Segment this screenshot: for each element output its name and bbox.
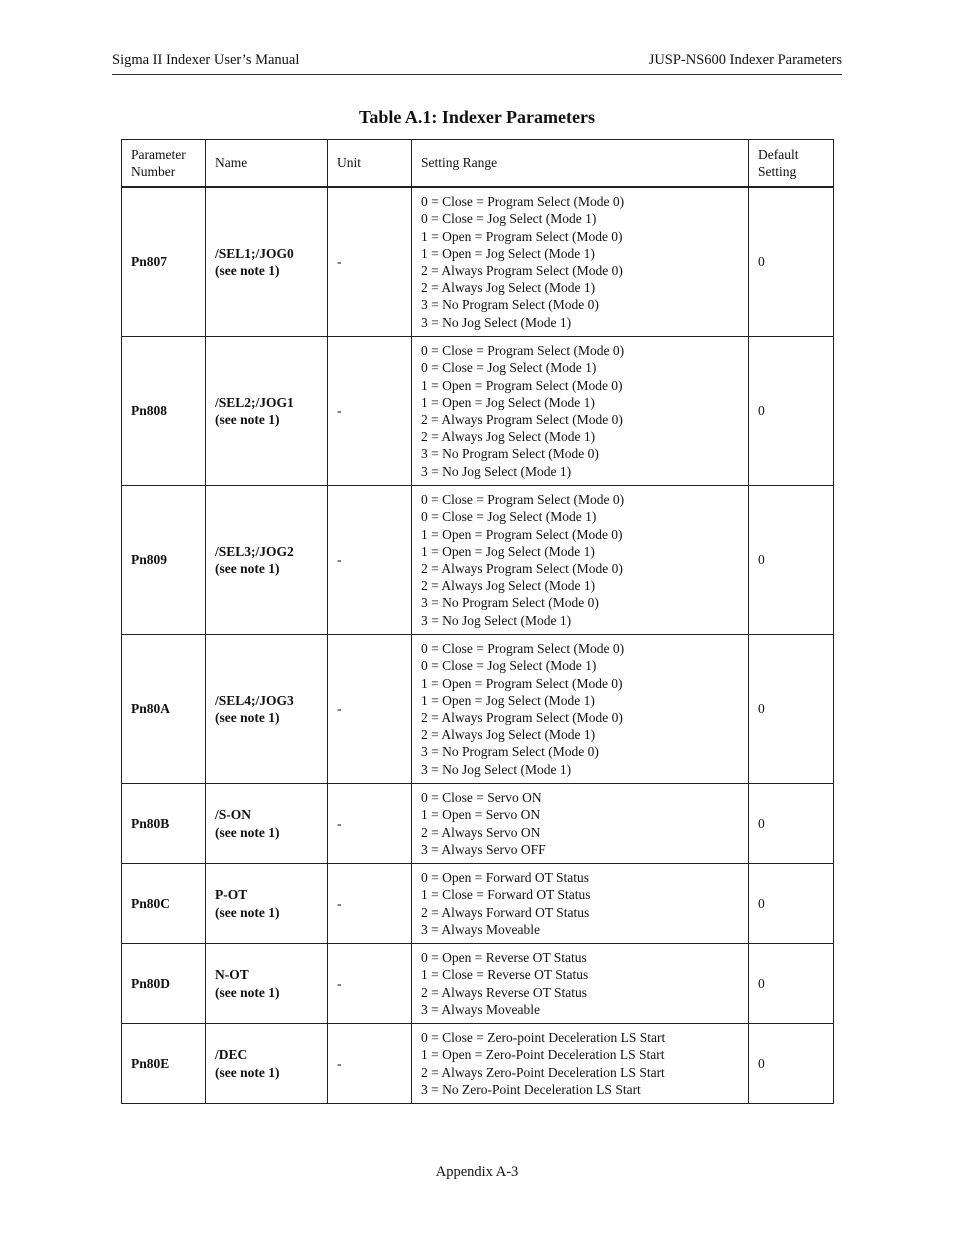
setting-range-line: 1 = Open = Jog Select (Mode 1) [421, 394, 595, 410]
parameter-name: /SEL4;/JOG3 [215, 692, 294, 708]
setting-range-line: 2 = Always Servo ON [421, 824, 541, 840]
setting-range-line: 0 = Open = Reverse OT Status [421, 950, 587, 966]
column-header-unit: Unit [328, 140, 412, 188]
unit-cell: - [328, 944, 412, 1024]
setting-range-line: 2 = Always Reverse OT Status [421, 984, 587, 1000]
parameter-number-cell: Pn80A [122, 635, 206, 784]
setting-range-cell [412, 784, 749, 864]
setting-range-line: 3 = Always Servo OFF [421, 841, 546, 857]
default-setting-cell: 0 [749, 187, 834, 337]
default-setting-cell: 0 [749, 784, 834, 864]
table-row [122, 1024, 834, 1104]
header-manual-title: Sigma II Indexer User’s Manual [112, 52, 300, 68]
setting-range-line: 3 = No Jog Select (Mode 1) [421, 761, 572, 777]
setting-range-line: 1 = Open = Servo ON [421, 807, 541, 823]
unit-cell: - [328, 486, 412, 635]
setting-range-line: 3 = No Jog Select (Mode 1) [421, 314, 572, 330]
column-header-setting-range: Setting Range [412, 140, 749, 188]
parameter-note: (see note 1) [215, 1064, 280, 1080]
indexer-parameters-table [121, 139, 834, 1104]
setting-range-line: 0 = Close = Program Select (Mode 0) [421, 641, 625, 657]
setting-range-line: 3 = No Zero-Point Deceleration LS Start [421, 1081, 641, 1097]
parameter-name: P-OT [215, 887, 248, 903]
setting-range-line: 3 = No Jog Select (Mode 1) [421, 612, 572, 628]
setting-range-line: 0 = Close = Program Select (Mode 0) [421, 194, 625, 210]
table-row [122, 944, 834, 1024]
parameter-number-cell: Pn808 [122, 337, 206, 486]
default-setting-cell: 0 [749, 337, 834, 486]
table-row [122, 187, 834, 337]
setting-range-line: 3 = Always Moveable [421, 921, 540, 937]
setting-range-line: 0 = Close = Program Select (Mode 0) [421, 343, 625, 359]
parameter-number-cell: Pn80E [122, 1024, 206, 1104]
setting-range-line: 1 = Open = Jog Select (Mode 1) [421, 245, 595, 261]
table-row [122, 486, 834, 635]
parameter-name: N-OT [215, 967, 249, 983]
parameter-note: (see note 1) [215, 412, 280, 427]
setting-range-line: 0 = Open = Forward OT Status [421, 870, 589, 886]
setting-range-line: 2 = Always Program Select (Mode 0) [421, 710, 623, 725]
setting-range-line: 1 = Open = Jog Select (Mode 1) [421, 543, 595, 559]
column-header-default-setting [749, 140, 834, 188]
column-header-default-line1: Default [758, 146, 799, 162]
parameter-name-cell [206, 635, 328, 784]
parameter-note: (see note 1) [215, 904, 280, 920]
default-setting-cell: 0 [749, 944, 834, 1024]
parameter-name-cell [206, 864, 328, 944]
parameter-note: (see note 1) [215, 263, 280, 278]
setting-range-cell [412, 187, 749, 337]
setting-range-line: 0 = Close = Jog Select (Mode 1) [421, 211, 597, 227]
setting-range-line: 3 = No Jog Select (Mode 1) [421, 463, 572, 479]
setting-range-line: 2 = Always Jog Select (Mode 1) [421, 280, 596, 296]
setting-range-line: 3 = Always Moveable [421, 1001, 540, 1017]
setting-range-cell [412, 337, 749, 486]
default-setting-cell: 0 [749, 486, 834, 635]
setting-range-line: 0 = Close = Jog Select (Mode 1) [421, 658, 597, 674]
parameter-name: /SEL1;/JOG0 [215, 245, 294, 261]
default-setting-cell: 0 [749, 635, 834, 784]
setting-range-line: 1 = Open = Program Select (Mode 0) [421, 675, 623, 691]
table-row [122, 635, 834, 784]
setting-range-line: 3 = No Program Select (Mode 0) [421, 446, 599, 462]
setting-range-line: 0 = Close = Zero-point Deceleration LS Start [421, 1030, 666, 1046]
parameter-number-cell: Pn80C [122, 864, 206, 944]
parameter-name: /S-ON [215, 807, 252, 823]
setting-range-line: 3 = No Program Select (Mode 0) [421, 744, 599, 760]
unit-cell: - [328, 187, 412, 337]
column-header-parameter-number [122, 140, 206, 188]
table-row [122, 784, 834, 864]
running-header [112, 52, 842, 75]
parameter-note: (see note 1) [215, 984, 280, 1000]
table-header-row [122, 140, 834, 188]
parameter-note: (see note 1) [215, 824, 280, 840]
setting-range-cell [412, 1024, 749, 1104]
setting-range-line: 3 = No Program Select (Mode 0) [421, 595, 599, 611]
parameter-name-cell [206, 1024, 328, 1104]
setting-range-line: 2 = Always Zero-Point Deceleration LS Start [421, 1064, 665, 1080]
unit-cell: - [328, 1024, 412, 1104]
parameter-name-cell [206, 337, 328, 486]
setting-range-line: 2 = Always Jog Select (Mode 1) [421, 578, 596, 594]
parameter-name: /DEC [215, 1047, 248, 1063]
page-footer: Appendix A-3 [435, 1164, 519, 1180]
parameter-number-cell: Pn80B [122, 784, 206, 864]
setting-range-line: 1 = Open = Jog Select (Mode 1) [421, 692, 595, 708]
setting-range-line: 2 = Always Forward OT Status [421, 904, 590, 920]
parameter-name-cell [206, 486, 328, 635]
parameter-name-cell [206, 944, 328, 1024]
column-header-default-line2: Setting [758, 164, 797, 179]
setting-range-line: 2 = Always Jog Select (Mode 1) [421, 429, 596, 445]
setting-range-line: 1 = Close = Reverse OT Status [421, 967, 589, 983]
table-title: Table A.1: Indexer Parameters [359, 107, 595, 127]
setting-range-line: 1 = Open = Program Select (Mode 0) [421, 526, 623, 542]
setting-range-cell [412, 944, 749, 1024]
parameter-name: /SEL2;/JOG1 [215, 394, 294, 410]
parameter-name-cell [206, 187, 328, 337]
parameter-number-cell: Pn80D [122, 944, 206, 1024]
table-row [122, 864, 834, 944]
setting-range-line: 0 = Close = Jog Select (Mode 1) [421, 509, 597, 525]
setting-range-line: 1 = Open = Zero-Point Deceleration LS Start [421, 1047, 665, 1063]
unit-cell: - [328, 635, 412, 784]
parameter-note: (see note 1) [215, 561, 280, 576]
setting-range-line: 3 = No Program Select (Mode 0) [421, 297, 599, 313]
setting-range-line: 1 = Close = Forward OT Status [421, 887, 591, 903]
column-header-name: Name [206, 140, 328, 188]
default-setting-cell: 0 [749, 1024, 834, 1104]
parameter-name-cell [206, 784, 328, 864]
setting-range-line: 2 = Always Program Select (Mode 0) [421, 263, 623, 278]
setting-range-line: 2 = Always Jog Select (Mode 1) [421, 727, 596, 743]
parameter-number-cell: Pn807 [122, 187, 206, 337]
unit-cell: - [328, 784, 412, 864]
unit-cell: - [328, 864, 412, 944]
unit-cell: - [328, 337, 412, 486]
parameter-name: /SEL3;/JOG2 [215, 543, 294, 559]
parameter-number-cell: Pn809 [122, 486, 206, 635]
table-row [122, 337, 834, 486]
setting-range-line: 1 = Open = Program Select (Mode 0) [421, 228, 623, 244]
setting-range-line: 0 = Close = Servo ON [421, 790, 542, 806]
setting-range-line: 1 = Open = Program Select (Mode 0) [421, 377, 623, 393]
setting-range-cell [412, 486, 749, 635]
header-section-title: JUSP-NS600 Indexer Parameters [648, 52, 842, 68]
setting-range-cell [412, 635, 749, 784]
setting-range-line: 0 = Close = Jog Select (Mode 1) [421, 360, 597, 376]
column-header-parameter-line2: Number [131, 164, 176, 179]
setting-range-line: 2 = Always Program Select (Mode 0) [421, 412, 623, 427]
parameter-note: (see note 1) [215, 710, 280, 725]
setting-range-cell [412, 864, 749, 944]
setting-range-line: 0 = Close = Program Select (Mode 0) [421, 492, 625, 508]
default-setting-cell: 0 [749, 864, 834, 944]
column-header-parameter-line1: Parameter [131, 146, 186, 162]
setting-range-line: 2 = Always Program Select (Mode 0) [421, 561, 623, 576]
